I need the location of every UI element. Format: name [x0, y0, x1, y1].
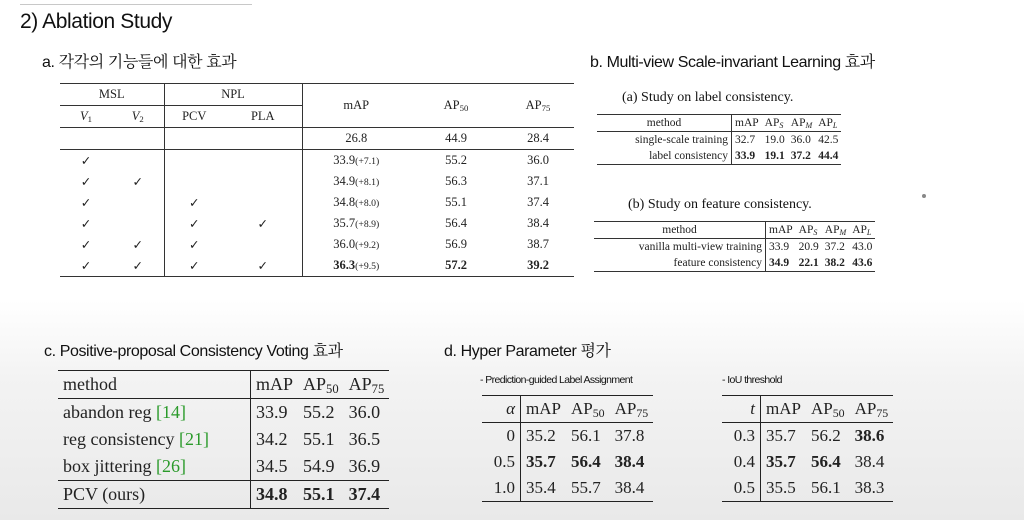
method-name: PCV (ours) — [63, 484, 146, 504]
subheading-label-assignment: - Prediction-guided Label Assignment — [480, 374, 633, 386]
check-cell-v2: ✓ — [132, 237, 143, 252]
v1-header: $V_1$ — [60, 106, 112, 128]
table-row — [58, 399, 389, 427]
ap75-cell: 38.4 — [527, 216, 549, 230]
section-b-heading: b. Multi-view Scale-invariant Learning 효과 — [590, 54, 875, 71]
method-cell — [58, 481, 251, 509]
ap50-cell: 55.2 — [303, 402, 335, 422]
ap50-header: $AP_{50}$ — [303, 374, 339, 397]
pcv-table — [58, 370, 389, 509]
citation-link[interactable]: [26] — [156, 456, 186, 476]
ap75-header: $AP_{75}$ — [614, 399, 649, 420]
map-cell: 34.8 — [256, 484, 288, 504]
param-cell: 0.5 — [482, 449, 521, 475]
caption-feature-consistency: (b) Study on feature consistency. — [628, 197, 812, 212]
check-cell-v1: ✓ — [60, 255, 112, 277]
map-cell: 34.2 — [256, 429, 288, 449]
label-assignment-table — [482, 395, 653, 502]
map-cell — [302, 150, 410, 172]
check-cell-pcv: ✓ — [164, 234, 224, 255]
label-consistency-table — [597, 114, 841, 165]
apl-cell: 42.5 — [818, 134, 839, 146]
ap50-cell: 55.1 — [445, 195, 467, 209]
table-row — [60, 192, 574, 213]
map-gain: (+9.2) — [355, 240, 380, 251]
group-npl-header: NPL — [164, 84, 302, 106]
map-gain: (+8.9) — [355, 219, 380, 230]
ap50-cell: 56.4 — [570, 452, 601, 471]
ap50-cell: 56.3 — [445, 174, 467, 188]
method-cell — [58, 453, 251, 481]
table-header-row — [597, 115, 841, 132]
map-cell — [302, 255, 410, 277]
ap50-cell: 56.9 — [445, 237, 467, 251]
method-name: abandon reg — [63, 402, 156, 422]
check-cell-v1 — [60, 128, 112, 150]
table-row — [60, 171, 574, 192]
pcv-header: PCV — [164, 106, 224, 128]
check-cell-pcv — [164, 150, 224, 172]
map-gain: (+8.1) — [355, 177, 380, 188]
ap50-cell: 56.4 — [810, 452, 841, 471]
map-cell: 34.5 — [256, 456, 288, 476]
table-header-row — [594, 222, 875, 239]
table-row — [722, 449, 893, 475]
ap75-header: $AP_{75}$ — [502, 84, 574, 128]
map-gain: (+8.0) — [355, 198, 380, 209]
map-cell: 34.9 — [769, 257, 790, 269]
table-row — [58, 426, 389, 453]
ablation-table-a — [60, 83, 574, 277]
iou-threshold-table — [722, 395, 893, 502]
map-cell — [302, 128, 410, 150]
ap75-header: $AP_{75}$ — [854, 399, 889, 420]
ap50-cell: 57.2 — [410, 255, 502, 277]
param-cell: 0 — [482, 423, 521, 450]
map-cell: 35.7 — [766, 426, 796, 445]
map-header: mAP — [526, 399, 561, 418]
check-cell-pla: ✓ — [224, 255, 302, 277]
apl-cell: 43.0 — [852, 241, 873, 253]
apl-cell: 43.6 — [852, 257, 873, 269]
table-row — [722, 475, 893, 502]
check-cell-pcv: ✓ — [164, 255, 224, 277]
map-cell — [302, 171, 410, 192]
check-cell-v2 — [112, 150, 164, 172]
check-cell-pla — [224, 150, 302, 172]
method-header: method — [597, 115, 732, 132]
alpha-header: α — [482, 396, 521, 423]
check-cell-v1: ✓ — [80, 216, 92, 231]
ap75-cell: 28.4 — [502, 128, 574, 150]
subheading-iou-threshold: - IoU threshold — [722, 374, 782, 386]
ap75-cell: 39.2 — [502, 255, 574, 277]
ap50-cell: 55.1 — [303, 484, 335, 504]
check-cell-pla — [224, 192, 302, 213]
map-value: 36.0 — [333, 237, 356, 251]
apm-header: $AP_M$ — [824, 224, 847, 237]
method-cell: vanilla multi-view training — [594, 239, 766, 256]
map-value: 36.3 — [333, 258, 356, 272]
ap50-cell: 56.2 — [810, 426, 841, 445]
method-cell: single-scale training — [597, 132, 732, 149]
check-cell-v2 — [112, 128, 164, 150]
ap75-cell: 37.4 — [348, 484, 381, 504]
map-cell — [302, 192, 410, 213]
method-cell: feature consistency — [594, 255, 766, 272]
table-a-header-row-1 — [60, 84, 574, 106]
aps-cell: 22.1 — [798, 257, 819, 269]
ap75-cell: 36.9 — [348, 456, 381, 476]
apm-header: $AP_M$ — [790, 117, 813, 130]
map-header: mAP — [769, 224, 793, 236]
aps-header: $AP_S$ — [764, 117, 784, 130]
param-cell: 0.5 — [722, 475, 761, 502]
map-cell: 35.7 — [766, 452, 796, 471]
map-cell: 35.2 — [526, 426, 556, 445]
map-gain: (+7.1) — [355, 156, 380, 167]
ap75-cell: 37.1 — [527, 174, 549, 188]
check-cell-pcv: ✓ — [164, 213, 224, 234]
table-header-row — [722, 396, 893, 423]
check-cell-pla: ✓ — [224, 213, 302, 234]
table-row — [482, 449, 653, 475]
apm-cell: 36.0 — [790, 134, 811, 146]
stray-dot — [922, 194, 926, 198]
ap50-cell: 56.4 — [445, 216, 467, 230]
apm-cell: 37.2 — [790, 150, 811, 162]
table-row — [482, 423, 653, 450]
citation-link[interactable]: [14] — [155, 402, 186, 422]
map-gain: (+9.5) — [355, 261, 380, 272]
table-row — [482, 475, 653, 502]
map-value: 34.8 — [333, 195, 356, 209]
check-cell-v2: ✓ — [112, 255, 164, 277]
method-name: box jittering — [63, 456, 156, 476]
check-cell-pla — [224, 171, 302, 192]
map-header: mAP — [256, 374, 294, 394]
method-cell: label consistency — [597, 148, 732, 165]
check-cell-v1: ✓ — [80, 153, 92, 168]
table-row — [597, 148, 841, 165]
table-row — [60, 255, 574, 277]
t-header: t — [722, 396, 761, 423]
map-header: mAP — [302, 84, 410, 128]
ap75-cell: 36.0 — [527, 153, 549, 167]
ap75-cell: 36.5 — [348, 429, 381, 449]
ap50-cell: 55.7 — [570, 478, 601, 497]
apl-cell: 44.4 — [818, 150, 839, 162]
check-cell-v1: ✓ — [80, 174, 92, 189]
map-cell — [302, 213, 410, 234]
ap75-cell: 38.7 — [527, 237, 549, 251]
citation-link[interactable]: [21] — [178, 429, 209, 449]
param-cell: 0.4 — [722, 449, 761, 475]
table-row — [60, 234, 574, 255]
map-header: mAP — [766, 399, 801, 418]
ap75-cell: 36.0 — [348, 402, 381, 422]
check-cell-pla — [224, 128, 302, 150]
method-header: method — [58, 371, 251, 399]
table-row — [594, 239, 875, 256]
check-cell-v2: ✓ — [132, 174, 143, 189]
section-d-heading: d. Hyper Parameter 평가 — [444, 343, 611, 360]
map-cell: 32.7 — [735, 134, 756, 146]
ap75-cell: 37.8 — [614, 426, 645, 445]
check-cell-v2 — [112, 192, 164, 213]
method-header: method — [594, 222, 766, 239]
map-cell: 35.5 — [766, 478, 796, 497]
check-cell-pla — [224, 234, 302, 255]
param-cell: 0.3 — [722, 423, 761, 450]
table-row — [597, 132, 841, 149]
ap50-header: $AP_{50}$ — [410, 84, 502, 128]
feature-consistency-table — [594, 221, 875, 272]
v2-header: $V_2$ — [112, 106, 164, 128]
table-row — [594, 255, 875, 272]
ap75-cell: 38.4 — [854, 452, 885, 471]
check-cell-v2 — [112, 213, 164, 234]
check-cell-v1: ✓ — [80, 237, 92, 252]
ap75-header: $AP_{75}$ — [348, 374, 385, 397]
aps-cell: 19.0 — [764, 134, 785, 146]
apm-cell: 37.2 — [824, 241, 845, 253]
ap50-header: $AP_{50}$ — [810, 399, 845, 420]
table-row — [722, 423, 893, 450]
check-cell-pcv — [164, 128, 224, 150]
map-cell: 33.9 — [735, 150, 756, 162]
table-row — [60, 213, 574, 234]
aps-header: $AP_S$ — [798, 224, 818, 237]
table-row — [58, 481, 389, 509]
table-row — [60, 150, 574, 172]
aps-cell: 20.9 — [798, 241, 819, 253]
check-cell-pcv: ✓ — [164, 192, 224, 213]
apl-header: $AP_L$ — [818, 117, 838, 130]
ap50-cell: 55.2 — [445, 153, 467, 167]
ap50-cell: 44.9 — [410, 128, 502, 150]
top-divider — [20, 4, 252, 5]
map-cell — [302, 234, 410, 255]
section-c-heading: c. Positive-proposal Consistency Voting 효과 — [44, 343, 343, 360]
ap75-cell: 38.4 — [614, 452, 645, 471]
map-cell: 33.9 — [256, 402, 288, 422]
ap50-cell: 55.1 — [303, 429, 335, 449]
map-value: 33.9 — [333, 153, 356, 167]
table-row — [60, 128, 574, 150]
map-value: 34.9 — [333, 174, 356, 188]
table-header-row — [58, 371, 389, 399]
check-cell-pcv — [164, 171, 224, 192]
page-title: 2) Ablation Study — [20, 10, 172, 33]
method-name: reg consistency — [63, 429, 179, 449]
ap50-cell: 56.1 — [570, 426, 601, 445]
ap75-cell: 38.4 — [614, 478, 645, 497]
table-row — [58, 453, 389, 481]
group-msl-header: MSL — [60, 84, 164, 106]
ap50-cell: 54.9 — [303, 456, 335, 476]
method-cell — [58, 399, 251, 427]
param-cell: 1.0 — [482, 475, 521, 502]
ap50-header: $AP_{50}$ — [570, 399, 605, 420]
map-value: 35.7 — [333, 216, 356, 230]
ap75-cell: 38.6 — [854, 426, 885, 445]
map-cell: 35.4 — [526, 478, 556, 497]
check-cell-v1: ✓ — [80, 195, 92, 210]
map-cell: 35.7 — [526, 452, 556, 471]
caption-label-consistency: (a) Study on label consistency. — [622, 90, 794, 105]
section-a-heading: a. 각각의 기능들에 대한 효과 — [42, 54, 237, 71]
method-cell — [58, 426, 251, 453]
apm-cell: 38.2 — [824, 257, 845, 269]
aps-cell: 19.1 — [764, 150, 785, 162]
ap75-cell: 37.4 — [527, 195, 549, 209]
map-cell: 33.9 — [769, 241, 790, 253]
ap50-cell: 56.1 — [810, 478, 841, 497]
ap75-cell: 38.3 — [854, 478, 885, 497]
map-value: 26.8 — [345, 131, 368, 145]
table-header-row — [482, 396, 653, 423]
pla-header: PLA — [224, 106, 302, 128]
apl-header: $AP_L$ — [852, 224, 872, 237]
map-header: mAP — [735, 117, 759, 129]
